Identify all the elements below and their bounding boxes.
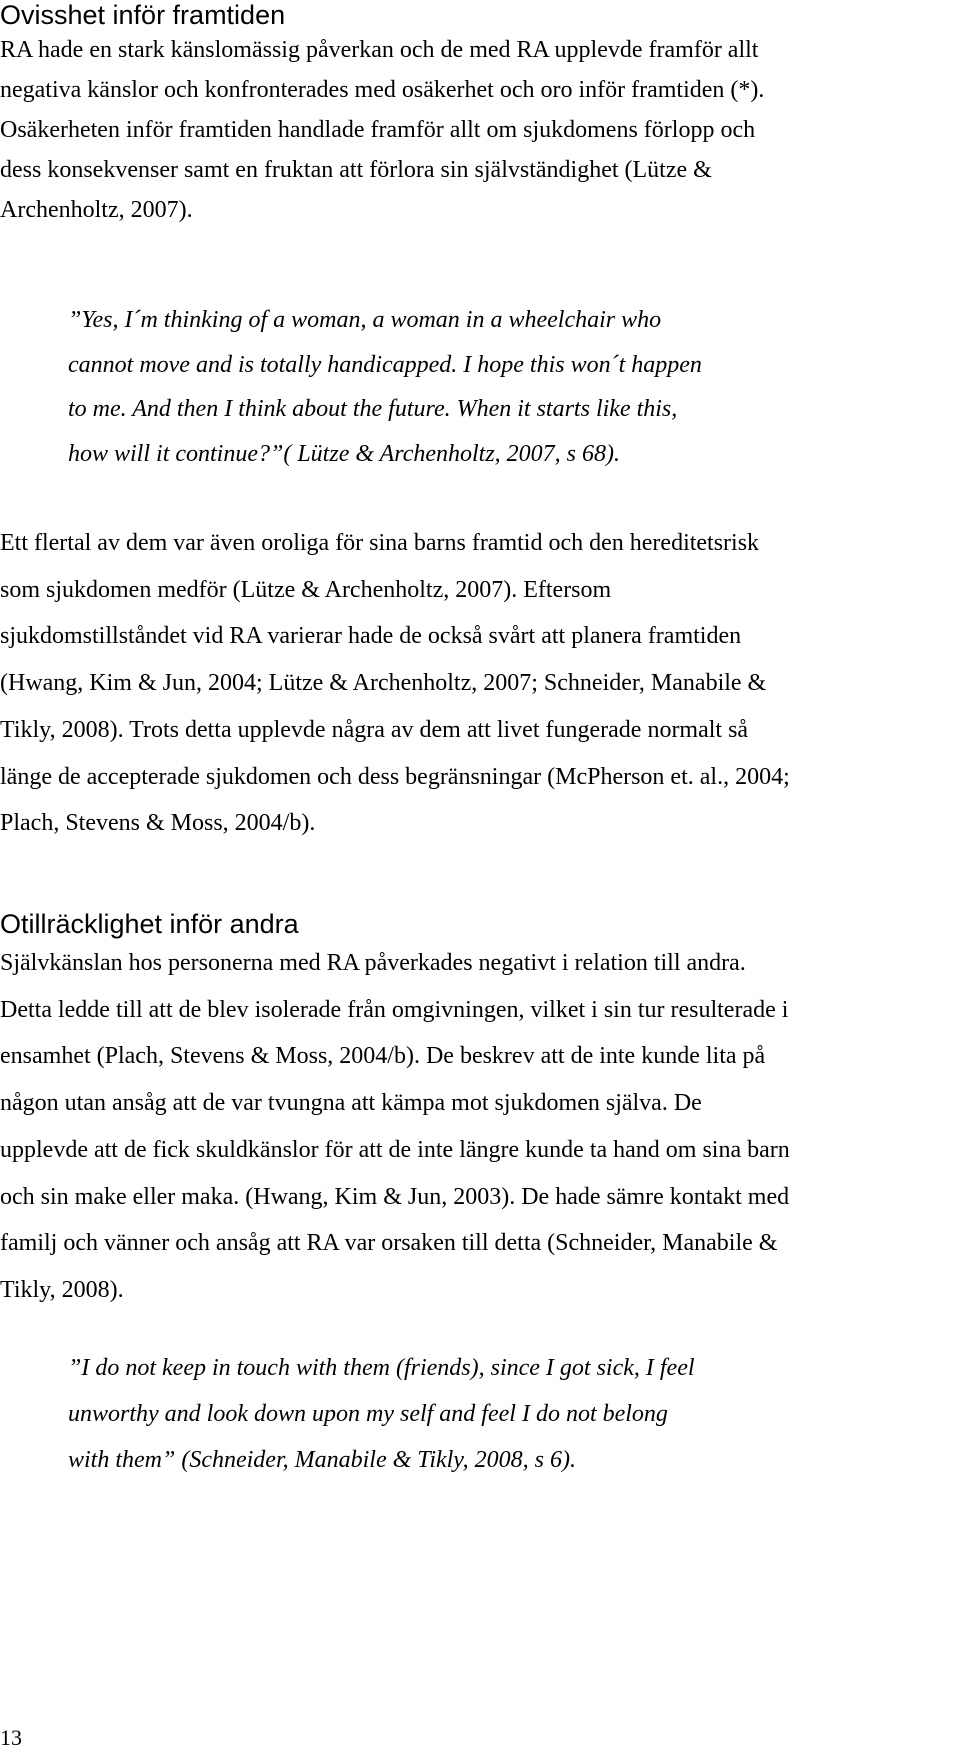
text-line: Tikly, 2008). xyxy=(0,1276,124,1303)
page-number: 13 xyxy=(0,1725,22,1750)
text-line: upplevde att de fick skuldkänslor för att de inte längre kunde ta hand om sina barn xyxy=(0,1136,790,1163)
section-heading-uncertainty: Ovisshet inför framtiden xyxy=(0,0,286,30)
quote-line: unworthy and look down upon my self and feel I do not belong xyxy=(68,1401,668,1427)
text-line: Plach, Stevens & Moss, 2004/b). xyxy=(0,810,316,837)
text-line: Osäkerheten inför framtiden handlade framför allt om sjukdomens förlopp och xyxy=(0,117,756,143)
paragraph-uncertainty-intro xyxy=(0,30,960,230)
text-line: Detta ledde till att de blev isolerade från omgivningen, vilket i sin tur resulterade i xyxy=(0,996,789,1023)
quote-line: ”I do not keep in touch with them (friends), since I got sick, I feel xyxy=(68,1355,695,1381)
text-line: sjukdomstillståndet vid RA varierar hade de också svårt att planera framtiden xyxy=(0,623,742,650)
quote-friends xyxy=(68,1345,948,1483)
quote-wheelchair xyxy=(68,298,948,476)
text-line: som sjukdomen medför (Lütze & Archenholtz, 2007). Eftersom xyxy=(0,576,612,603)
paragraph-uncertainty-future xyxy=(0,520,960,847)
text-line: och sin make eller maka. (Hwang, Kim & Jun, 2003). De hade sämre kontakt med xyxy=(0,1183,790,1210)
text-line: Självkänslan hos personerna med RA påverkades negativt i relation till andra. xyxy=(0,950,746,976)
text-line: länge de accepterade sjukdomen och dess begränsningar (McPherson et. al., 2004; xyxy=(0,763,790,790)
text-line: Tikly, 2008). Trots detta upplevde några av dem att livet fungerade normalt så xyxy=(0,716,749,743)
quote-line: cannot move and is totally handicapped. I hope this won´t happen xyxy=(68,351,702,378)
quote-line: with them” (Schneider, Manabile & Tikly, 2008, s 6). xyxy=(68,1447,576,1473)
quote-line: to me. And then I think about the future. When it starts like this, xyxy=(68,396,678,422)
text-line: Ett flertal av dem var även oroliga för sina barns framtid och den hereditetsrisk xyxy=(0,530,760,556)
text-line: Archenholtz, 2007). xyxy=(0,197,193,223)
text-line: RA hade en stark känslomässig påverkan och de med RA upplevde framför allt xyxy=(0,37,759,63)
paragraph-inadequacy xyxy=(0,940,960,1314)
text-line: negativa känslor och konfronterades med osäkerhet och oro inför framtiden (*). xyxy=(0,77,765,103)
text-line: (Hwang, Kim & Jun, 2004; Lütze & Archenholtz, 2007; Schneider, Manabile & xyxy=(0,670,767,697)
text-line: någon utan ansåg att de var tvungna att kämpa mot sjukdomen själva. De xyxy=(0,1090,702,1117)
text-line: dess konsekvenser samt en fruktan att förlora sin självständighet (Lütze & xyxy=(0,157,712,183)
quote-line: ”Yes, I´m thinking of a woman, a woman in a wheelchair who xyxy=(68,307,662,333)
quote-line: how will it continue?”( Lütze & Archenholtz, 2007, s 68). xyxy=(68,440,620,467)
text-line: ensamhet (Plach, Stevens & Moss, 2004/b). De beskrev att de inte kunde lita på xyxy=(0,1043,766,1070)
text-line: familj och vänner och ansåg att RA var orsaken till detta (Schneider, Manabile & xyxy=(0,1230,778,1257)
section-heading-inadequacy: Otillräcklighet inför andra xyxy=(0,909,299,939)
